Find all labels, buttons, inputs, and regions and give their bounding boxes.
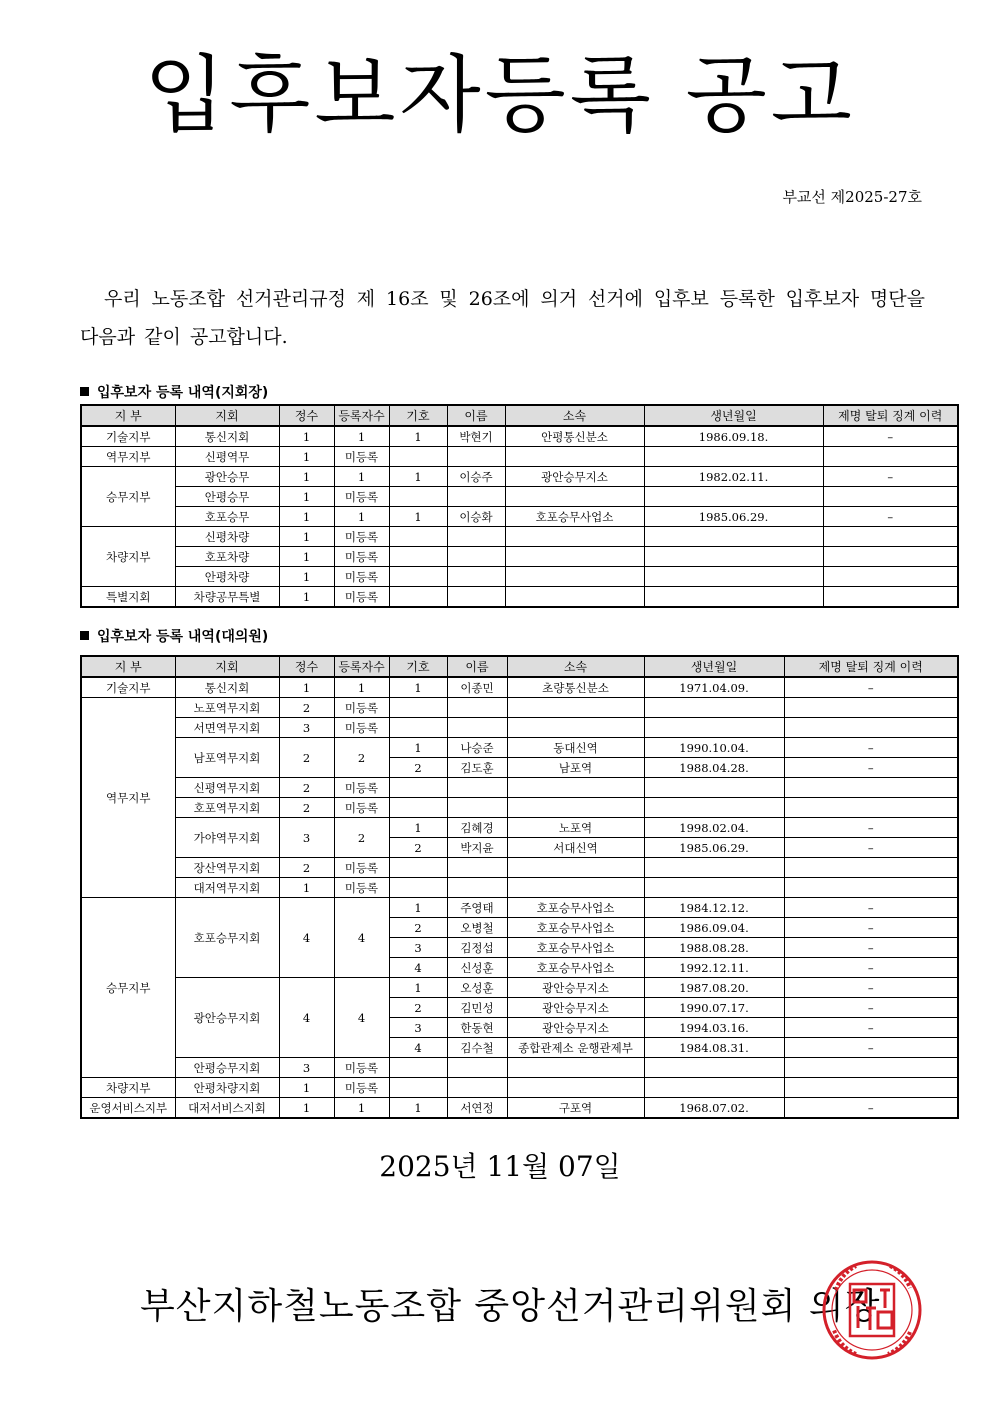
history-cell: –: [784, 758, 958, 778]
affiliation-cell: [505, 487, 644, 507]
number-cell: 1: [389, 467, 447, 487]
number-cell: 1: [389, 1098, 447, 1119]
registered-count-cell: 미등록: [334, 487, 389, 507]
number-cell: 1: [389, 677, 447, 698]
section-title-text: 입후보자 등록 내역(대의원): [97, 629, 269, 645]
birthdate-cell: 1986.09.18.: [644, 426, 823, 447]
name-cell: 이승주: [447, 467, 505, 487]
number-cell: [389, 487, 447, 507]
birthdate-cell: 1990.07.17.: [644, 998, 784, 1018]
number-cell: [389, 698, 447, 718]
chapter-cell: 호포역무지회: [175, 798, 279, 818]
branch-cell: 역무지부: [81, 447, 175, 467]
branch-cell: 특별지회: [81, 587, 175, 608]
column-header: 이름: [447, 405, 505, 426]
birthdate-cell: 1987.08.20.: [644, 978, 784, 998]
name-cell: [447, 547, 505, 567]
chapter-cell: 통신지회: [175, 426, 279, 447]
history-cell: –: [823, 426, 958, 447]
history-cell: [784, 858, 958, 878]
number-cell: [389, 1058, 447, 1078]
chapter-cell: 광안승무지회: [175, 978, 279, 1058]
column-header: 정수: [279, 656, 334, 677]
column-header: 제명 탈퇴 징계 이력: [823, 405, 958, 426]
number-cell: 1: [389, 978, 447, 998]
candidate-table-delegate: [80, 655, 959, 1119]
name-cell: 오병철: [447, 918, 507, 938]
quota-cell: 2: [279, 778, 334, 798]
affiliation-cell: 호포승무사업소: [507, 958, 644, 978]
column-header: 기호: [389, 405, 447, 426]
birthdate-cell: 1998.02.04.: [644, 818, 784, 838]
branch-cell: 역무지부: [81, 698, 175, 898]
birthdate-cell: 1985.06.29.: [644, 838, 784, 858]
birthdate-cell: [644, 547, 823, 567]
affiliation-cell: 남포역: [507, 758, 644, 778]
birthdate-cell: 1968.07.02.: [644, 1098, 784, 1119]
quota-cell: 2: [279, 858, 334, 878]
name-cell: [447, 527, 505, 547]
name-cell: 오성훈: [447, 978, 507, 998]
birthdate-cell: [644, 487, 823, 507]
name-cell: [447, 778, 507, 798]
official-seal-icon: [820, 1250, 924, 1370]
table-row: [81, 778, 958, 798]
quota-cell: 2: [279, 798, 334, 818]
column-header: 소속: [507, 656, 644, 677]
quota-cell: 1: [279, 527, 334, 547]
table-row: [81, 1098, 958, 1119]
registered-count-cell: 미등록: [334, 878, 389, 898]
name-cell: 김수철: [447, 1038, 507, 1058]
birthdate-cell: [644, 718, 784, 738]
affiliation-cell: [507, 718, 644, 738]
table-row: [81, 798, 958, 818]
chapter-cell: 대저역무지회: [175, 878, 279, 898]
registered-count-cell: 1: [334, 677, 389, 698]
branch-cell: 승무지부: [81, 467, 175, 527]
table-row: [81, 898, 958, 918]
chapter-cell: 안평차량지회: [175, 1078, 279, 1098]
chapter-cell: 호포승무: [175, 507, 279, 527]
table-row: [81, 978, 958, 998]
column-header: 지회: [175, 405, 279, 426]
chapter-cell: 신평역무지회: [175, 778, 279, 798]
name-cell: [447, 858, 507, 878]
table-row: [81, 547, 958, 567]
column-header: 이름: [447, 656, 507, 677]
chapter-cell: 서면역무지회: [175, 718, 279, 738]
name-cell: [447, 1058, 507, 1078]
name-cell: 신성훈: [447, 958, 507, 978]
history-cell: [823, 567, 958, 587]
signature-line: 부산지하철노동조합 중앙선거관리위원회 의장: [140, 1286, 881, 1327]
square-bullet-icon: [80, 631, 89, 640]
branch-cell: 기술지부: [81, 677, 175, 698]
name-cell: [447, 718, 507, 738]
number-cell: [389, 858, 447, 878]
number-cell: [389, 798, 447, 818]
birthdate-cell: 1988.08.28.: [644, 938, 784, 958]
affiliation-cell: 노포역: [507, 818, 644, 838]
column-header: 제명 탈퇴 징계 이력: [784, 656, 958, 677]
quota-cell: 3: [279, 718, 334, 738]
number-cell: [389, 447, 447, 467]
number-cell: 1: [389, 898, 447, 918]
table-row: [81, 487, 958, 507]
history-cell: [823, 487, 958, 507]
history-cell: [823, 547, 958, 567]
birthdate-cell: [644, 447, 823, 467]
name-cell: 나승준: [447, 738, 507, 758]
birthdate-cell: 1982.02.11.: [644, 467, 823, 487]
birthdate-cell: [644, 1078, 784, 1098]
chapter-cell: 노포역무지회: [175, 698, 279, 718]
birthdate-cell: 1986.09.04.: [644, 918, 784, 938]
affiliation-cell: 초량통신분소: [507, 677, 644, 698]
number-cell: 4: [389, 1038, 447, 1058]
name-cell: [447, 1078, 507, 1098]
birthdate-cell: [644, 527, 823, 547]
table-row: [81, 1078, 958, 1098]
affiliation-cell: 서대신역: [507, 838, 644, 858]
name-cell: [447, 698, 507, 718]
history-cell: –: [784, 918, 958, 938]
name-cell: 한동현: [447, 1018, 507, 1038]
name-cell: 김민성: [447, 998, 507, 1018]
affiliation-cell: 호포승무사업소: [507, 918, 644, 938]
quota-cell: 1: [279, 447, 334, 467]
number-cell: [389, 718, 447, 738]
affiliation-cell: 광안승무지소: [505, 467, 644, 487]
table-row: [81, 507, 958, 527]
history-cell: [784, 778, 958, 798]
quota-cell: 1: [279, 507, 334, 527]
column-header: 생년월일: [644, 405, 823, 426]
number-cell: [389, 547, 447, 567]
chapter-cell: 신평차량: [175, 527, 279, 547]
affiliation-cell: 구포역: [507, 1098, 644, 1119]
history-cell: –: [784, 1098, 958, 1119]
chapter-cell: 대저서비스지회: [175, 1098, 279, 1119]
birthdate-cell: 1985.06.29.: [644, 507, 823, 527]
number-cell: 1: [389, 818, 447, 838]
birthdate-cell: 1984.12.12.: [644, 898, 784, 918]
chapter-cell: 통신지회: [175, 677, 279, 698]
column-header: 지회: [175, 656, 279, 677]
square-bullet-icon: [80, 387, 89, 396]
table-row: [81, 718, 958, 738]
history-cell: –: [784, 998, 958, 1018]
name-cell: 김혜경: [447, 818, 507, 838]
number-cell: [389, 1078, 447, 1098]
affiliation-cell: 동대신역: [507, 738, 644, 758]
table-row: [81, 677, 958, 698]
number-cell: 4: [389, 958, 447, 978]
branch-cell: 차량지부: [81, 1078, 175, 1098]
affiliation-cell: [507, 778, 644, 798]
chapter-cell: 호포승무지회: [175, 898, 279, 978]
number-cell: 2: [389, 918, 447, 938]
quota-cell: 1: [279, 547, 334, 567]
name-cell: 주영태: [447, 898, 507, 918]
history-cell: [784, 698, 958, 718]
registered-count-cell: 4: [334, 898, 389, 978]
quota-cell: 3: [279, 1058, 334, 1078]
section-title-delegate: [80, 626, 268, 646]
chapter-cell: 남포역무지회: [175, 738, 279, 778]
name-cell: 서연정: [447, 1098, 507, 1119]
intro-paragraph: 우리 노동조합 선거관리규정 제 16조 및 26조에 의거 선거에 입후보 등록한 입후보자 명단을 다음과 같이 공고합니다.: [80, 288, 925, 348]
quota-cell: 1: [279, 1098, 334, 1119]
table-row: [81, 447, 958, 467]
history-cell: –: [784, 818, 958, 838]
birthdate-cell: 1971.04.09.: [644, 677, 784, 698]
name-cell: 이승화: [447, 507, 505, 527]
name-cell: [447, 798, 507, 818]
birthdate-cell: [644, 567, 823, 587]
chapter-cell: 차량공무특별: [175, 587, 279, 608]
history-cell: –: [784, 738, 958, 758]
affiliation-cell: [507, 1058, 644, 1078]
affiliation-cell: [507, 1078, 644, 1098]
history-cell: [784, 1058, 958, 1078]
chapter-cell: 광안승무: [175, 467, 279, 487]
registered-count-cell: 4: [334, 978, 389, 1058]
column-header: 정수: [279, 405, 334, 426]
birthdate-cell: 1990.10.04.: [644, 738, 784, 758]
name-cell: 김정섭: [447, 938, 507, 958]
affiliation-cell: 안평통신분소: [505, 426, 644, 447]
number-cell: 1: [389, 426, 447, 447]
birthdate-cell: [644, 858, 784, 878]
column-header: 등록자수: [334, 405, 389, 426]
branch-cell: 기술지부: [81, 426, 175, 447]
number-cell: [389, 587, 447, 608]
registered-count-cell: 미등록: [334, 1058, 389, 1078]
column-header: 지 부: [81, 656, 175, 677]
column-header: 등록자수: [334, 656, 389, 677]
quota-cell: 3: [279, 818, 334, 858]
birthdate-cell: 1992.12.11.: [644, 958, 784, 978]
branch-cell: 차량지부: [81, 527, 175, 587]
table-row: [81, 698, 958, 718]
table-row: [81, 858, 958, 878]
affiliation-cell: 광안승무지소: [507, 1018, 644, 1038]
candidate-table-branch-head: [80, 404, 959, 608]
affiliation-cell: 광안승무지소: [507, 998, 644, 1018]
affiliation-cell: 종합관제소 운행관제부: [507, 1038, 644, 1058]
column-header: 지 부: [81, 405, 175, 426]
affiliation-cell: [507, 698, 644, 718]
table-row: [81, 567, 958, 587]
table-row: [81, 1058, 958, 1078]
chapter-cell: 호포차량: [175, 547, 279, 567]
history-cell: [784, 798, 958, 818]
registered-count-cell: 미등록: [334, 587, 389, 608]
number-cell: 2: [389, 998, 447, 1018]
registered-count-cell: 1: [334, 467, 389, 487]
section-title-text: 입후보자 등록 내역(지회장): [97, 385, 269, 401]
history-cell: –: [784, 978, 958, 998]
chapter-cell: 신평역무: [175, 447, 279, 467]
number-cell: 3: [389, 1018, 447, 1038]
history-cell: [823, 587, 958, 608]
quota-cell: 1: [279, 587, 334, 608]
name-cell: [447, 487, 505, 507]
affiliation-cell: [507, 878, 644, 898]
history-cell: [784, 1078, 958, 1098]
number-cell: [389, 778, 447, 798]
birthdate-cell: [644, 587, 823, 608]
birthdate-cell: 1984.08.31.: [644, 1038, 784, 1058]
affiliation-cell: [505, 587, 644, 608]
name-cell: 이종민: [447, 677, 507, 698]
table-row: [81, 738, 958, 758]
table-row: [81, 818, 958, 838]
history-cell: –: [784, 1018, 958, 1038]
section-title-branch-head: [80, 382, 268, 402]
quota-cell: 2: [279, 738, 334, 778]
column-header: 생년월일: [644, 656, 784, 677]
affiliation-cell: [507, 798, 644, 818]
quota-cell: 4: [279, 898, 334, 978]
affiliation-cell: [505, 547, 644, 567]
affiliation-cell: 광안승무지소: [507, 978, 644, 998]
registered-count-cell: 1: [334, 426, 389, 447]
quota-cell: 1: [279, 467, 334, 487]
number-cell: 1: [389, 738, 447, 758]
number-cell: [389, 567, 447, 587]
registered-count-cell: 1: [334, 507, 389, 527]
affiliation-cell: 호포승무사업소: [507, 898, 644, 918]
history-cell: –: [784, 677, 958, 698]
history-cell: –: [823, 467, 958, 487]
history-cell: [823, 447, 958, 467]
number-cell: [389, 527, 447, 547]
registered-count-cell: 미등록: [334, 718, 389, 738]
affiliation-cell: [505, 527, 644, 547]
history-cell: –: [823, 507, 958, 527]
registered-count-cell: 미등록: [334, 1078, 389, 1098]
registered-count-cell: 2: [334, 818, 389, 858]
history-cell: –: [784, 1038, 958, 1058]
table-row: [81, 527, 958, 547]
column-header: 기호: [389, 656, 447, 677]
quota-cell: 1: [279, 426, 334, 447]
table-row: [81, 426, 958, 447]
name-cell: [447, 878, 507, 898]
quota-cell: 1: [279, 567, 334, 587]
table-row: [81, 878, 958, 898]
affiliation-cell: 호포승무사업소: [505, 507, 644, 527]
quota-cell: 1: [279, 1078, 334, 1098]
history-cell: –: [784, 838, 958, 858]
registered-count-cell: 미등록: [334, 567, 389, 587]
name-cell: 박지윤: [447, 838, 507, 858]
page-title: 입후보자등록 공고: [144, 46, 856, 144]
chapter-cell: 가야역무지회: [175, 818, 279, 858]
birthdate-cell: 1994.03.16.: [644, 1018, 784, 1038]
affiliation-cell: 호포승무사업소: [507, 938, 644, 958]
registered-count-cell: 2: [334, 738, 389, 778]
chapter-cell: 장산역무지회: [175, 858, 279, 878]
history-cell: [784, 718, 958, 738]
document-number: 부교선 제2025-27호: [782, 188, 922, 206]
birthdate-cell: [644, 878, 784, 898]
quota-cell: 1: [279, 878, 334, 898]
branch-cell: 승무지부: [81, 898, 175, 1078]
history-cell: –: [784, 938, 958, 958]
name-cell: [447, 567, 505, 587]
registered-count-cell: 미등록: [334, 778, 389, 798]
chapter-cell: 안평차량: [175, 567, 279, 587]
number-cell: 1: [389, 507, 447, 527]
registered-count-cell: 미등록: [334, 527, 389, 547]
branch-cell: 운영서비스지부: [81, 1098, 175, 1119]
history-cell: –: [784, 958, 958, 978]
name-cell: 김도훈: [447, 758, 507, 778]
birthdate-cell: [644, 778, 784, 798]
affiliation-cell: [505, 447, 644, 467]
affiliation-cell: [507, 858, 644, 878]
birthdate-cell: [644, 1058, 784, 1078]
number-cell: 2: [389, 838, 447, 858]
history-cell: –: [784, 898, 958, 918]
number-cell: [389, 878, 447, 898]
registered-count-cell: 미등록: [334, 858, 389, 878]
name-cell: 박현기: [447, 426, 505, 447]
registered-count-cell: 미등록: [334, 698, 389, 718]
registered-count-cell: 미등록: [334, 547, 389, 567]
birthdate-cell: [644, 698, 784, 718]
column-header: 소속: [505, 405, 644, 426]
history-cell: [823, 527, 958, 547]
chapter-cell: 안평승무: [175, 487, 279, 507]
table-row: [81, 467, 958, 487]
quota-cell: 1: [279, 487, 334, 507]
birthdate-cell: 1988.04.28.: [644, 758, 784, 778]
quota-cell: 4: [279, 978, 334, 1058]
registered-count-cell: 미등록: [334, 798, 389, 818]
quota-cell: 1: [279, 677, 334, 698]
number-cell: 2: [389, 758, 447, 778]
birthdate-cell: [644, 798, 784, 818]
name-cell: [447, 587, 505, 608]
history-cell: [784, 878, 958, 898]
announcement-date: 2025년 11월 07일: [379, 1150, 621, 1183]
affiliation-cell: [505, 567, 644, 587]
registered-count-cell: 1: [334, 1098, 389, 1119]
table-row: [81, 587, 958, 608]
number-cell: 3: [389, 938, 447, 958]
name-cell: [447, 447, 505, 467]
quota-cell: 2: [279, 698, 334, 718]
registered-count-cell: 미등록: [334, 447, 389, 467]
chapter-cell: 안평승무지회: [175, 1058, 279, 1078]
